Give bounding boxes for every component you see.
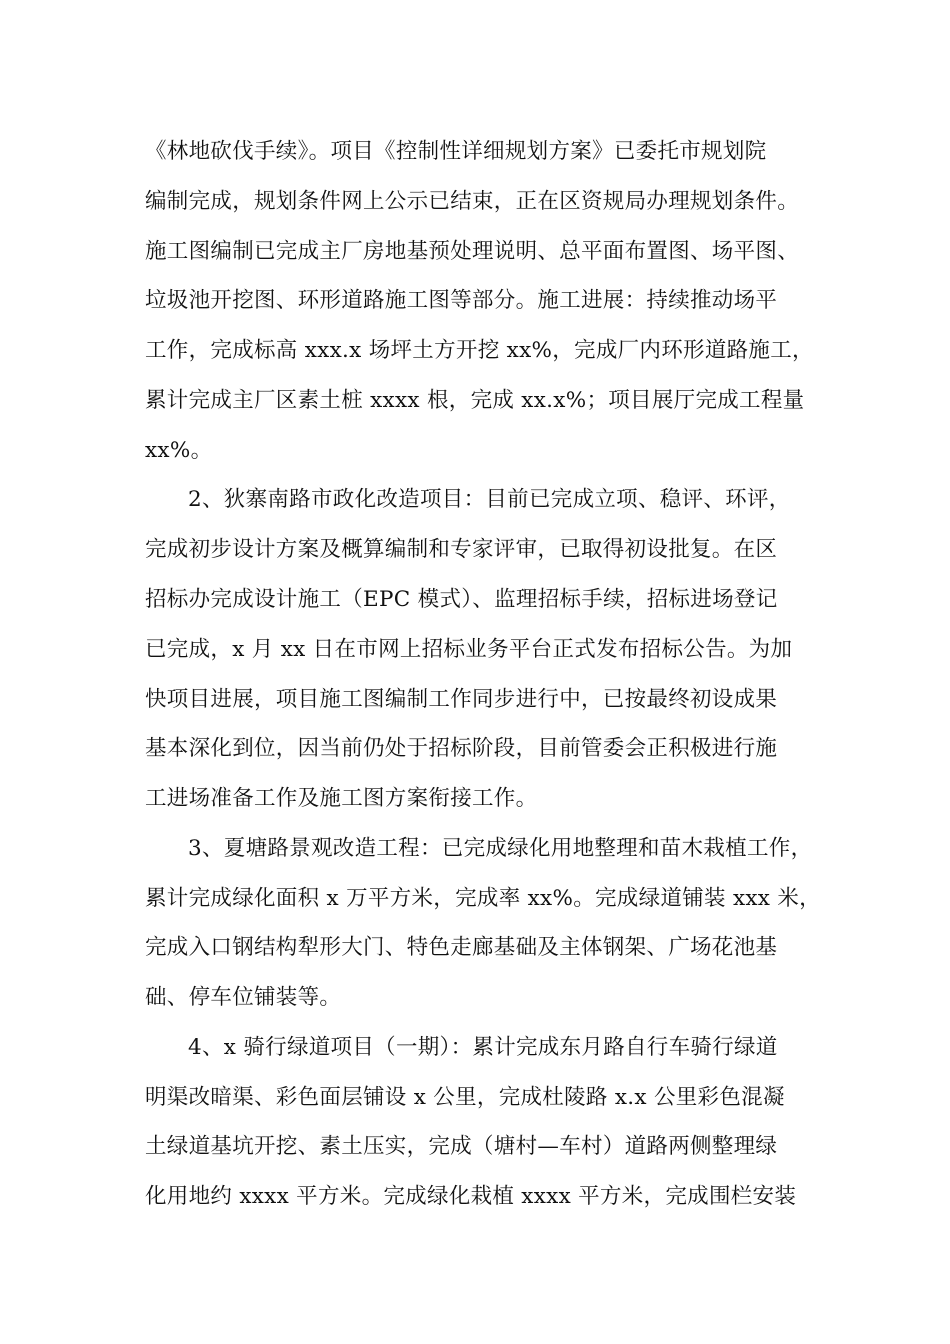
text-line: 编制完成，规划条件网上公示已结束，正在区资规局办理规划条件。 (145, 189, 800, 214)
paragraph-start-line: 2、狄寨南路市政化改造项目：目前已完成立项、稳评、环评， (188, 487, 791, 512)
text-line: 础、停车位铺装等。 (145, 985, 342, 1010)
text-line: 工作，完成标高 xxx.x 场坪土方开挖 xx%，完成厂内环形道路施工， (145, 338, 814, 363)
text-line: 化用地约 xxxx 平方米。完成绿化栽植 xxxx 平方米，完成围栏安装 (145, 1184, 797, 1209)
text-line: 基本深化到位，因当前仍处于招标阶段，目前管委会正积极进行施 (145, 736, 778, 761)
text-line: 累计完成主厂区素土桩 xxxx 根，完成 xx.x%；项目展厅完成工程量 (145, 388, 805, 413)
text-line: 完成入口钢结构犁形大门、特色走廊基础及主体钢架、广场花池基 (145, 935, 778, 960)
text-line: 工进场准备工作及施工图方案衔接工作。 (145, 786, 538, 811)
text-line: 完成初步设计方案及概算编制和专家评审，已取得初设批复。在区 (145, 537, 778, 562)
paragraph-start-line: 3、夏塘路景观改造工程：已完成绿化用地整理和苗木栽植工作， (188, 836, 813, 861)
text-line: 施工图编制已完成主厂房地基预处理说明、总平面布置图、场平图、 (145, 239, 800, 264)
text-line: 《林地砍伐手续》。项目《控制性详细规划方案》已委托市规划院 (145, 139, 767, 164)
text-line: 已完成，x 月 xx 日在市网上招标业务平台正式发布招标公告。为加 (145, 637, 793, 662)
text-line: 快项目进展，项目施工图编制工作同步进行中，已按最终初设成果 (145, 687, 778, 712)
text-line: 明渠改暗渠、彩色面层铺设 x 公里，完成杜陵路 x.x 公里彩色混凝 (145, 1085, 785, 1110)
text-line: 累计完成绿化面积 x 万平方米，完成率 xx%。完成绿道铺装 xxx 米， (145, 886, 821, 911)
text-line: xx%。 (145, 438, 213, 463)
text-line: 垃圾池开挖图、环形道路施工图等部分。施工进展：持续推动场平 (145, 288, 778, 313)
text-line: 土绿道基坑开挖、素土压实，完成（塘村—车村）道路两侧整理绿 (145, 1134, 778, 1159)
text-line: 招标办完成设计施工（EPC 模式）、监理招标手续，招标进场登记 (145, 587, 778, 612)
paragraph-start-line: 4、x 骑行绿道项目（一期）：累计完成东月路自行车骑行绿道 (188, 1035, 778, 1060)
